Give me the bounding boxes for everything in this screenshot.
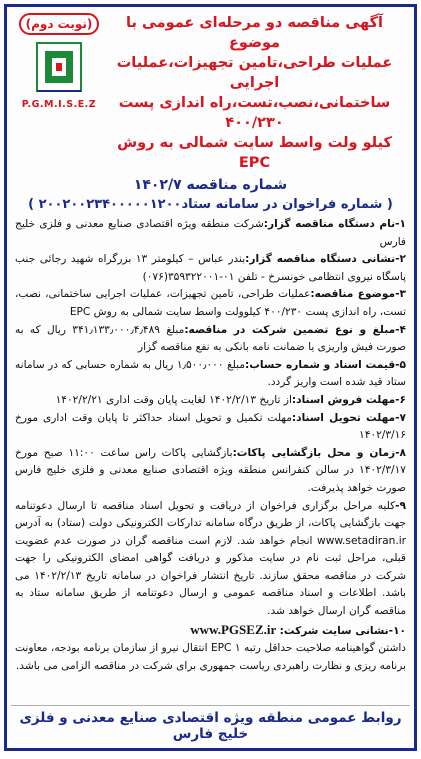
item-label: ۹- [395,499,406,512]
item-label: ۴-مبلغ و نوع تضمین شرکت در مناقصه: [184,323,406,336]
public-relations-signature: روابط عمومی منطقه ویژه اقتصادی صنایع معدنی و فلزی خلیج فارس [11,705,410,742]
item-label: ۵-قیمت اسناد و شماره حساب: [245,358,406,371]
tender-number: شماره مناقصه ۱۴۰۲/۷ [133,177,288,193]
round-badge: (نوبت دوم) [19,13,99,35]
zone-logo-icon [27,39,91,99]
call-number: ( شماره فراخوان در سامانه ستاد۲۰۰۲۰۰۲۳۴۰۰۰۰۰۱۲۰۰ ) [28,197,393,212]
item-label: ۸-زمان و محل بازگشایی پاکات: [232,446,406,459]
title-line-3: ساختمانی،نصب،تست،راه اندازی پست ۴۰۰/۲۳۰ [118,95,391,131]
title-line-2: عملیات طراحی،تامین تجهیزات،عملیات اجرایی [116,55,393,91]
item-label: ۷-مهلت تحویل اسناد: [291,411,406,424]
item-text: از تاریخ ۱۴۰۲/۲/۱۳ لغایت پایان وقت اداری ۱۴۰۲/۲/۲۱ [55,393,292,406]
item-text: شرکت منطقه ویژه اقتصادی صنایع معدنی و فلزی خلیج فارس [15,218,406,248]
item-2 [15,251,406,286]
notice-body [15,216,406,675]
logo-caption: P.G.M.I.S.E.Z [21,99,97,110]
item-5 [15,357,406,392]
item-label: ۱-نام دستگاه مناقصه گزار: [263,218,406,230]
item-label: ۱۰-نشانی سایت شرکت: [279,624,406,637]
item-text: بندر عباس – کیلومتر ۱۳ بزرگراه شهید رجائی جنب پاسگاه نیروی انتظامی خونسرخ - تلفن ۰۱-۳۵۹۳۲۲۰۰۱(۰۷۶) [15,253,406,283]
item-8 [15,445,406,498]
item-9 [15,498,406,621]
title-line-4: کیلو ولت واسط سایت شمالی به روش EPC [117,135,392,171]
item-4 [15,322,406,357]
logo-box [15,13,103,110]
notice-header [15,13,406,173]
item-text: عملیات طراحی، تامین تجهیزات، عملیات اجرایی ساختمانی، نصب، تست، راه اندازی پست ۴۰۰/۲۳۰ کیلوولت واسط سایت شمالی به روش EPC [15,288,406,318]
item-text: مبلغ ۳۴۱٫۱۳۳٫۰۰۰٫۴٫۴۸۹ ریال که به صورت فیش واریزی یا ضمانت نامه بانکی به نفع مناقصه گزار [15,323,406,354]
item-7 [15,410,406,445]
item-6 [15,392,406,410]
item-text: بازگشایی پاکات راس ساعت ۱۱:۰۰ صبح مورخ ۱۴۰۲/۳/۱۷ در سالن کنفرانس منطقه ویژه اقتصادی صنایع معدنی و فلزی خلیج فارس صورت خواهد پذیرفت. [15,446,406,494]
item-text: مهلت تکمیل و تحویل اسناد حداکثر تا پایان وقت اداری مورخ ۱۴۰۲/۳/۱۶ [15,411,406,442]
item-1 [15,216,406,251]
notice-title [103,13,406,173]
tender-notice [4,4,417,751]
item-label: ۶-مهلت فروش اسناد: [291,393,406,406]
title-line-1: آگهی مناقصه دو مرحله‌ای عمومی با موضوع [126,15,383,51]
company-site-link[interactable]: www.PGSEZ.ir [190,621,277,637]
item-label: ۳-موضوع مناقصه: [310,288,406,301]
item-label: ۲-نشانی دستگاه مناقصه گزار: [245,253,407,266]
closing-note: داشتن گواهینامه صلاحیت حداقل رتبه ۱ EPC انتقال نیرو از سازمان برنامه بودجه، معاونت برنامه ریزی و نظارت راهبردی ریاست جمهوری برای شرکت در مناقصه الزامی می باشد. [15,642,407,672]
item-3 [15,286,406,321]
item-text: مبلغ ۱٫۵۰۰٫۰۰۰ ریال به شماره حسابی که در سامانه ستاد قید شده است واریز گردد. [15,358,406,389]
item-10 [15,621,406,641]
item-text: کلیه مراحل برگزاری فراخوان از دریافت و تحویل اسناد مناقصه تا ارسال دعوتنامه جهت بازگشایی پاکات، از طریق درگاه سامانه تدارکات الکترونیکی دولت (ستاد) به آدرس www.setadiran.ir انجام خواهد شد. لازم است مناقصه گران در صورت عدم عضویت قبلی، مراحل ثبت نام در سایت مذکور و دریافت گواهی امضای الکترونیکی را جهت شرکت در مناقصه محقق سازند. تاریخ انتشار فراخوان در سامانه تاریخ ۱۴۰۲/۲/۱۳ می باشد. اطلاعات و اسناد مناقصه عمومی و ارسال دعوتنامه از طریق سامانه ستاد به مناقصه گران ارسال خواهد شد. [15,499,407,618]
